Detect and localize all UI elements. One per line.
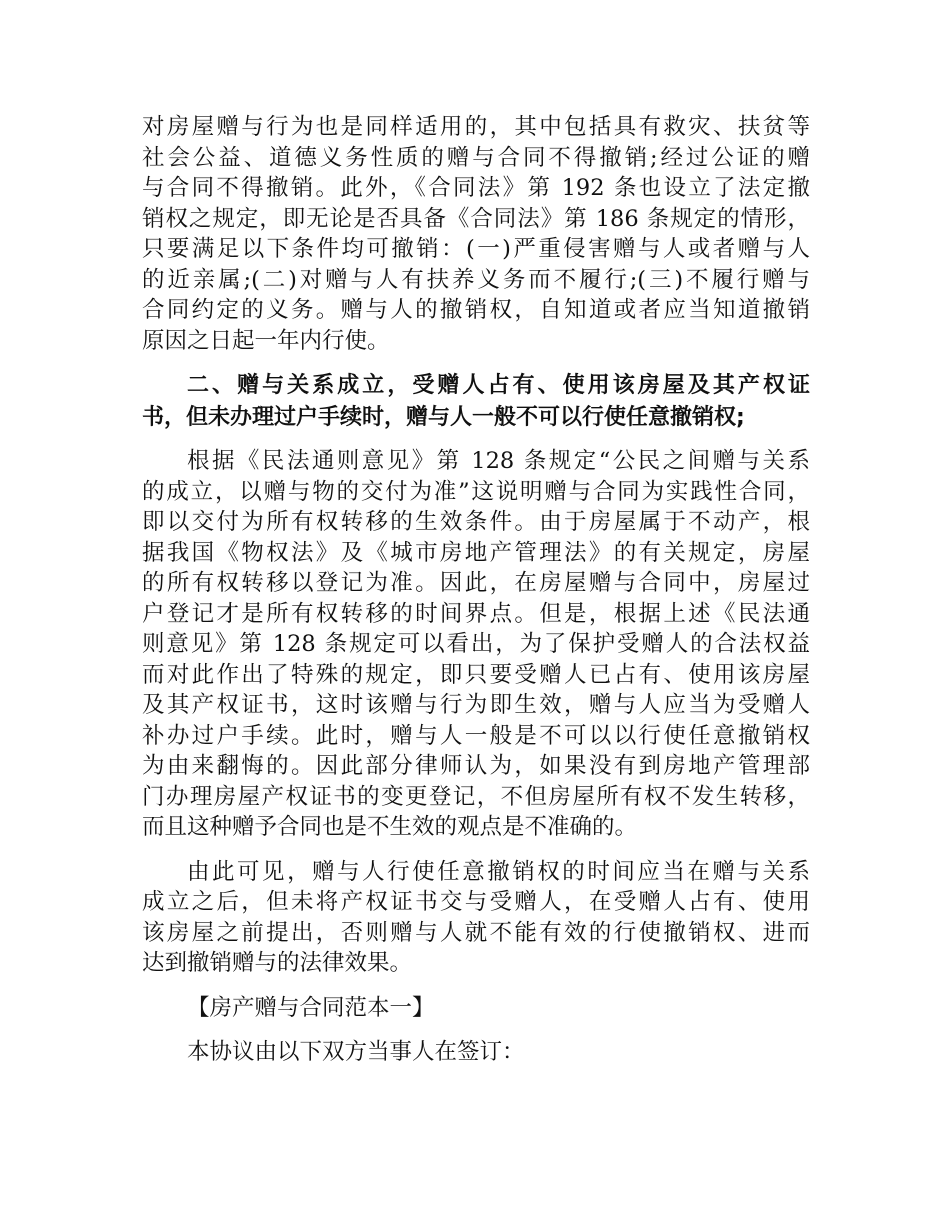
text-line: 而对此作出了特殊的规定，即只要受赠人已占有、使用该房屋 <box>142 661 810 688</box>
text-line: 该房屋之前提出，否则赠与人就不能有效的行使撤销权、进而 <box>142 919 810 946</box>
contract-template-title <box>142 993 810 1024</box>
heading-line: 二、赠与关系成立，受赠人占有、使用该房屋及其产权证 <box>187 373 810 398</box>
text-line: 补办过户手续。此时，赠与人一般是不可以以行使任意撤销权 <box>142 722 810 749</box>
text-line: 的近亲属;(二)对赠与人有扶养义务而不履行;(三)不履行赠与 <box>142 266 810 293</box>
text-line: 及其产权证书，这时该赠与行为即生效，赠与人应当为受赠人 <box>142 692 810 718</box>
text-line: 成立之后，但未将产权证书交与受赠人，在受赠人占有、使用 <box>142 889 810 915</box>
text-line: 即以交付为所有权转移的生效条件。由于房屋属于不动产，根 <box>142 509 810 535</box>
text-line: 的所有权转移以登记为准。因此，在房屋赠与合同中，房屋过 <box>142 570 810 596</box>
text-line: 据我国《物权法》及《城市房地产管理法》的有关规定，房屋 <box>142 539 810 566</box>
text-line: 对房屋赠与行为也是同样适用的，其中包括具有救灾、扶贫等 <box>142 114 810 140</box>
text-line: 与合同不得撤销。此外，《合同法》第 192 条也设立了法定撤 <box>142 175 810 201</box>
text-line: 社会公益、道德义务性质的赠与合同不得撤销;经过公证的赠 <box>142 144 810 171</box>
text-line: 为由来翻悔的。因此部分律师认为，如果没有到房地产管理部 <box>142 753 810 779</box>
text-line: 本协议由以下双方当事人在签订： <box>187 1039 525 1065</box>
text-line: 原因之日起一年内行使。 <box>142 327 390 354</box>
text-line: 而且这种赠予合同也是不生效的观点是不准确的。 <box>142 814 638 840</box>
text-line: 根据《民法通则意见》第 128 条规定“公民之间赠与关系 <box>187 448 810 474</box>
text-line: 的成立，以赠与物的交付为准”这说明赠与合同为实践性合同， <box>142 478 810 505</box>
text-line: 则意见》第 128 条规定可以看出，为了保护受赠人的合法权益 <box>142 631 810 657</box>
text-line: 销权之规定，即无论是否具备《合同法》第 186 条规定的情形， <box>142 205 810 232</box>
text-line: 户登记才是所有权转移的时间界点。但是，根据上述《民法通 <box>142 600 810 627</box>
paragraph-revocation-rules <box>142 112 810 356</box>
text-line: 只要满足以下条件均可撤销：(一)严重侵害赠与人或者赠与人 <box>142 236 810 262</box>
paragraph-conclusion <box>142 857 810 979</box>
agreement-intro <box>142 1037 810 1068</box>
text-line: 由此可见，赠与人行使任意撤销权的时间应当在赠与关系 <box>187 858 810 885</box>
text-line: 门办理房屋产权证书的变更登记，不但房屋所有权不发生转移， <box>142 783 810 810</box>
text-line: 合同约定的义务。赠与人的撤销权，自知道或者应当知道撤销 <box>142 297 810 323</box>
text-line: 【房产赠与合同范本一】 <box>187 994 435 1021</box>
text-line: 达到撤销赠与的法律效果。 <box>142 950 413 976</box>
section-heading-two <box>142 370 810 434</box>
paragraph-civil-law-opinion <box>142 446 810 843</box>
heading-line: 书，但未办理过户手续时，赠与人一般不可以行使任意撤销权; <box>142 405 745 430</box>
document-page <box>142 112 810 1082</box>
